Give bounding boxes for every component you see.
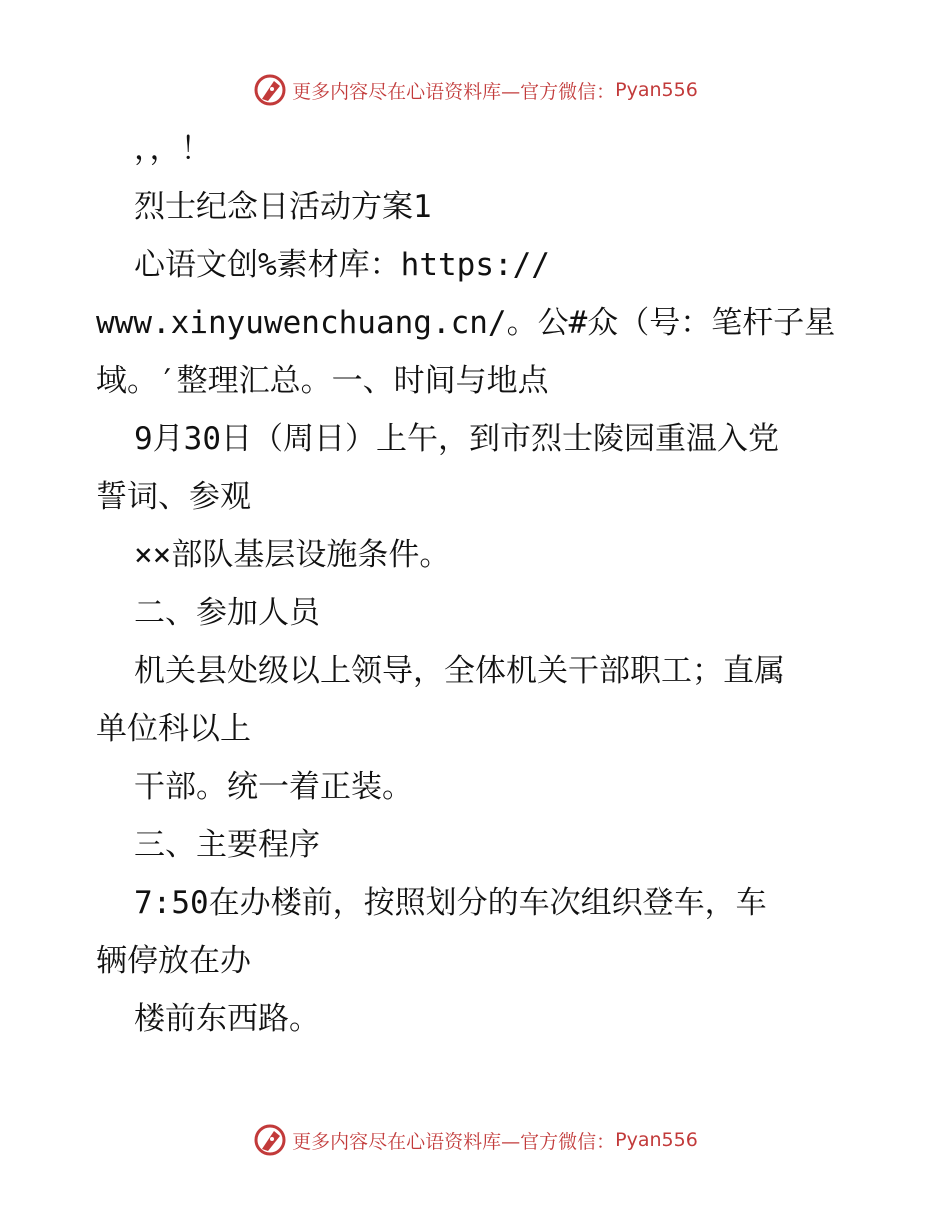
footer-banner bbox=[0, 1120, 950, 1160]
footer-text: 更多内容尽在心语资料库—官方微信： bbox=[292, 1130, 616, 1153]
pen-nib-logo-icon bbox=[252, 72, 288, 108]
body-line: 干部。统一着正装。 bbox=[134, 769, 413, 805]
body-line: 心语文创%素材库：https:// bbox=[134, 247, 550, 283]
body-line: 辆停放在办 bbox=[96, 943, 251, 979]
body-line: ××部队基层设施条件。 bbox=[134, 537, 451, 573]
document-body bbox=[96, 120, 876, 1048]
pen-nib-logo-icon bbox=[252, 1122, 288, 1158]
body-line: 域。′整理汇总。一、时间与地点 bbox=[96, 363, 549, 399]
document-title: 烈士纪念日活动方案1 bbox=[134, 189, 432, 225]
header-text: 更多内容尽在心语资料库—官方微信： bbox=[292, 80, 616, 103]
body-line: 7:50在办楼前，按照划分的车次组织登车，车 bbox=[134, 885, 767, 921]
body-line: ，，！ bbox=[134, 131, 212, 167]
body-line: 誓词、参观 bbox=[96, 479, 251, 515]
footer-handle: Pyan556 bbox=[615, 1129, 698, 1151]
header-handle: Pyan556 bbox=[615, 79, 698, 101]
body-line: 单位科以上 bbox=[96, 711, 251, 747]
section-heading: 二、参加人员 bbox=[134, 595, 320, 631]
body-line: 楼前东西路。 bbox=[134, 1001, 320, 1037]
section-heading: 三、主要程序 bbox=[134, 827, 320, 863]
body-line: www.xinyuwenchuang.cn/。公#众（号：笔杆子星 bbox=[96, 305, 836, 341]
header-banner bbox=[0, 70, 950, 110]
body-line: 9月30日（周日）上午，到市烈士陵园重温入党 bbox=[134, 421, 779, 457]
body-line: 机关县处级以上领导，全体机关干部职工；直属 bbox=[134, 653, 785, 689]
